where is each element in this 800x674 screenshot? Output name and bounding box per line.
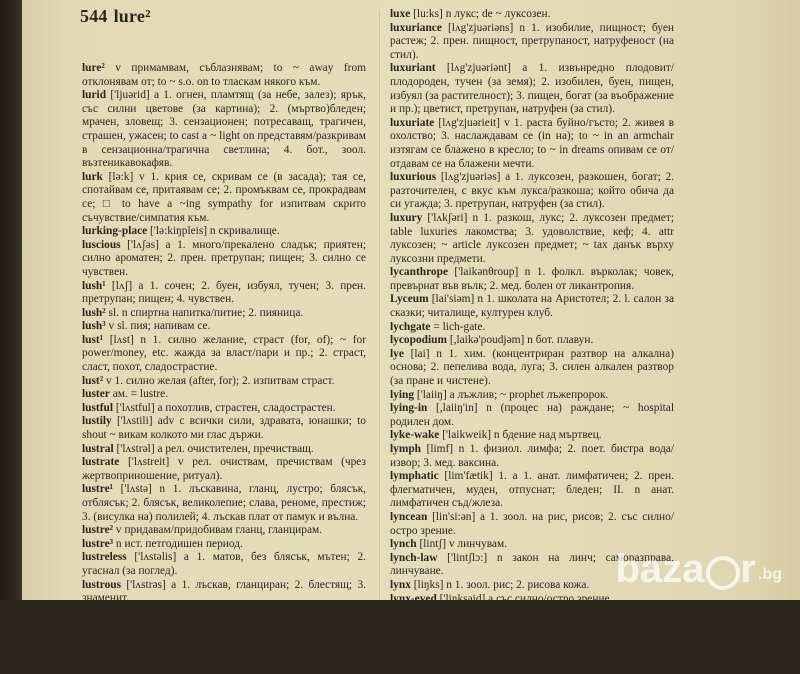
entry-headword: lustful: [82, 401, 114, 414]
dictionary-entry: [390, 620, 674, 634]
entry-definition: ['lu:səs (nə'tuəri:)] n лат. игра на природата, изрод.: [82, 646, 366, 673]
entry-definition: [lim'fætik] 1. a 1. анат. лимфатичен; 2. прен. флегматичен, муден, отпуснат; бледен; II. n анат. лимфатичен съд/жлеза.: [390, 470, 674, 510]
dictionary-entry: [390, 334, 674, 348]
entry-definition: [lʌg'zjuəriənt] a 1. извънредно плодовит/плодороден, тучен (за земя); 2. изобилен, буен, пищен, избуял (за растителност); 3. пищен, богат (за въображение и пр.); цветист, претрупан, натруфен (за стил).: [390, 62, 674, 116]
entry-headword: luxurious: [390, 171, 437, 184]
entry-headword: luxuriance: [390, 21, 442, 34]
dictionary-entry: [82, 320, 366, 334]
entry-headword: lurking-place: [82, 225, 148, 238]
dictionary-entry: [82, 551, 366, 578]
dictionary-entry: [82, 280, 366, 307]
dictionary-entry: [82, 606, 366, 647]
page-number: 544: [80, 6, 108, 26]
entry-headword: lush³: [82, 320, 106, 333]
entry-definition: [lʌg'zjuəriəns] n 1. изобилие, пищност; буен растеж; 2. прен. пищност, претрупаност, натруфеност (на стил).: [390, 21, 674, 61]
entry-headword: lychgate: [390, 320, 431, 333]
dictionary-entry: [390, 443, 674, 470]
dictionary-entry: [390, 321, 674, 335]
entry-headword: lye: [390, 347, 404, 360]
dictionary-entry: [390, 389, 674, 403]
entry-headword: lustre³: [82, 537, 114, 550]
dictionary-entry: [390, 511, 674, 538]
dictionary-entry: [82, 307, 366, 321]
entry-headword: lycanthrope: [390, 266, 449, 279]
entry-headword: lustre²: [82, 524, 114, 537]
entry-headword: lyncean: [390, 510, 428, 523]
entry-headword: Lyceum: [390, 293, 429, 306]
entry-headword: lynch: [390, 538, 417, 551]
entry-headword: lush²: [82, 306, 106, 319]
watermark-brand: baza: [615, 547, 705, 591]
entry-definition: v примамвам, съблазнявам; to ~ away from отклонявам от; to ~ s.o. on to тласкам някого към.: [82, 62, 366, 88]
dictionary-entry: [390, 402, 674, 429]
watermark-logo: [615, 547, 782, 592]
entry-definition: [,laikə'poudjəm] n бот. плавун.: [446, 334, 594, 347]
entry-headword: lynx-eyed: [390, 592, 437, 605]
entry-headword: lyre: [390, 633, 409, 646]
entry-definition: [liŋks] n 1. зоол. рис; 2. рисова кожа.: [410, 578, 590, 591]
dictionary-entry: [82, 239, 366, 280]
dictionary-entry: [390, 22, 674, 63]
dictionary-entry: [390, 348, 674, 389]
dictionary-entry: [82, 89, 366, 171]
dictionary-entry: [82, 375, 366, 389]
entry-definition: [lai'siəm] n 1. школата на Аристотел; 2. l. салон за сказки; читалище, културен клуб.: [390, 293, 674, 320]
entry-headword: luscious: [82, 238, 121, 251]
dictionary-entry: [82, 402, 366, 416]
entry-definition: ['lʌsti] a 1. як, силен, здрав, жизнен, жив; ~ fellow здравеняк, як мъж; 2. сърдечен, радостен; 3. буен, силен, обилен (за ядене и пр.).: [82, 605, 366, 645]
entry-definition: ['lʌstrəs] a 1. лъскав, гланциран; 2. блестящ; 3. знаменит.: [82, 578, 366, 605]
dictionary-entry: [82, 483, 366, 524]
entry-definition: ['lə:kiŋpleis] n скривалище.: [147, 225, 280, 238]
entry-headword: lynx: [390, 578, 411, 591]
entry-headword: lush¹: [82, 279, 106, 292]
column-divider: [379, 10, 380, 600]
entry-definition: ['lʌstrəl] a рел. очистителен, пречистващ.: [113, 442, 314, 455]
dictionary-entry: [82, 62, 366, 89]
dictionary-entry: [390, 8, 674, 22]
dictionary-entry: [390, 171, 674, 212]
entry-definition: ['lʌstful] a похотлив, страстен, сладострастен.: [113, 401, 336, 414]
watermark-brand-end: r: [740, 547, 756, 591]
dictionary-entry: [82, 456, 366, 483]
entry-definition: [lai] n 1. хим. (концентриран разтвор на алкална) основа; 2. пепелива вода, луга; 3. силен алкален разтвор (за пране и чистене).: [390, 347, 674, 388]
entry-definition: sl. n спиртна напитка/питие; 2. пияница.: [105, 306, 304, 319]
dictionary-entry: [82, 524, 366, 538]
entry-headword: lying: [390, 388, 415, 401]
entry-headword: lustre¹: [82, 483, 114, 496]
entry-headword: lure²: [82, 62, 105, 74]
entry-definition: [lintʃ] v линчувам.: [416, 538, 508, 551]
dictionary-entry: [82, 443, 366, 457]
page-header: [80, 6, 151, 27]
entry-definition: ['lintʃlɔ:] n закон на линч; саморазправа, линчуване.: [390, 551, 674, 578]
dictionary-entry: [390, 606, 674, 620]
entry-definition: ['lirik] 1. a 1. лиричен, лирически; 2. муз. лирични: [412, 646, 657, 659]
dictionary-entry: [390, 429, 674, 443]
entry-headword: luxe: [390, 8, 411, 20]
dictionary-entry: [390, 266, 674, 293]
dictionary-entry: [82, 388, 366, 402]
entry-headword: luster: [82, 388, 110, 401]
entry-headword: lymph: [390, 443, 422, 455]
entry-headword: lyric: [390, 646, 413, 659]
entry-definition: ['liŋksaid] a със силно/остро зрение.: [436, 592, 613, 605]
entry-definition: ['lʌstəlis] a 1. матов, без блясък, мътен; 2. угаснал (за поглед).: [82, 551, 366, 577]
dictionary-entry: [82, 647, 366, 674]
entry-headword: lyke-wake: [390, 429, 440, 442]
header-headword: lure²: [113, 6, 151, 26]
entry-headword: lustrate: [82, 456, 120, 469]
entry-definition: v sl. пия; напивам се.: [105, 320, 211, 333]
entry-headword: lusus (naturae): [82, 646, 156, 659]
entry-definition: ['lʌstili] adv с всички сили, здравата, юнашки; to shout ~ викам колкото ми глас държи.: [82, 415, 366, 442]
entry-definition: ['lʌstə] n 1. лъскавина, гланц, лустро; блясък, отблясък; 2. блясък, великолепие; слава, реноме, престиж; 3. (висулка на) полилей; 4. лъскав плат от памук и вълна.: [82, 483, 366, 523]
entry-definition: n ист. петгодишен период.: [113, 537, 243, 550]
dictionary-entry: [82, 225, 366, 239]
entry-headword: lustreless: [82, 551, 127, 564]
entry-definition: ['laiərə] n астр. Лира.: [413, 606, 517, 619]
entry-headword: lurk: [82, 170, 103, 183]
dictionary-entry: [82, 538, 366, 552]
entry-definition: ['laiə] n муз. лира.: [408, 633, 498, 646]
entry-headword: lynch-law: [390, 551, 438, 564]
entry-definition: ['laiiŋ] a лъжлив; ~ prophet лъжепророк.: [414, 388, 609, 401]
entry-headword: lustrous: [82, 578, 122, 591]
dictionary-entry: [390, 647, 674, 661]
entry-definition: ['lʌstreit] v рел. очиствам, пречиствам (чрез жертвоприношение, ритуал).: [82, 456, 366, 482]
entry-headword: lycopodium: [390, 334, 447, 347]
entry-definition: ['ljuərid] a 1. огнен, пламтящ (за небе, залез); ярък, със силни цветове (за картина); 2. (мъртво)бледен; мрачен, зловещ; 3. сензационен; потресаващ, трагичен, страшен, ужасен; to cast a ~ light on представям/разкривам в сензационна/трагична светлина; 4. бот., зоол. възтеникавокафяв.: [82, 89, 366, 170]
watermark-suffix: .bg: [758, 566, 782, 583]
dictionary-entry: [82, 415, 366, 442]
dictionary-entry: [390, 293, 674, 320]
dictionary-entry: [82, 171, 366, 225]
entry-headword: lusty: [82, 605, 106, 618]
dictionary-entry: [390, 117, 674, 171]
entry-headword: luxury: [390, 211, 423, 224]
entry-headword: lurid: [82, 89, 107, 102]
entry-headword: lyrate(d): [390, 619, 433, 632]
entry-definition: [lʌg'zjuərieit] v 1. раста буйно/гъсто; 2. живея в охолство; 3. наслаждавам се (in на); to ~ in an armchair изтягам се блажено в кресло; to ~ in dreams опивам се от/отдавам се на блажени мечти.: [390, 116, 674, 170]
entry-definition: [,laiiŋ'in] n (процес на) раждане; ~ hospital родилен дом.: [390, 402, 674, 428]
entry-definition: ['lʌkʃəri] n 1. разкош, лукс; 2. луксозен предмет; table luxuries лакомства; 3. удоволствие, кеф; 4. attr луксозен; ~ article луксозен предмет; ~ tax данък върху луксозни предмети.: [390, 211, 674, 265]
dictionary-entry: [82, 334, 366, 375]
entry-definition: [lu:ks] n лукс; de ~ луксозен.: [410, 8, 551, 20]
entry-headword: lustral: [82, 442, 114, 455]
dictionary-page: [22, 0, 800, 673]
entry-definition: [lʌst] n 1. силно желание, страст (for, of); ~ for power/money, etc. жажда за власт/пари и пр.; 2. страст, сласт, похот, сладострастие.: [82, 333, 366, 374]
book-spine-shadow: [0, 0, 22, 600]
dictionary-entry: [390, 62, 674, 116]
entry-definition: ['laikənθroup] n 1. фолкл. върколак; човек, превърнат във вълк; 2. мед. болен от ликантропия.: [390, 266, 674, 292]
entry-definition: [limf] n 1. физиол. лимфа; 2. поет. бистра вода/извор; 3. мед. ваксина.: [390, 443, 674, 469]
dictionary-entry: [82, 579, 366, 606]
entry-definition: ['laiəreit(id)] a 1. зоол., бот. с форма на лира.: [432, 619, 648, 632]
entry-definition: [lʌʃ] a 1. сочен; 2. буен, избуял, тучен; 3. прен. претрупан; пищен; 4. чувствен.: [82, 279, 366, 306]
entry-headword: lust¹: [82, 333, 104, 346]
entry-definition: [lʌg'zjuəriəs] a 1. луксозен, разкошен, богат; 2. разточителен, с вкус към лукса/разкоша; който обича да си угажда; 3. претрупан, натруфен (за стил).: [390, 171, 674, 211]
dictionary-entry: [390, 212, 674, 266]
entry-definition: v 1. силно желая (after, for); 2. изпитвам страст.: [103, 374, 335, 387]
entry-headword: luxuriate: [390, 116, 435, 129]
watermark-circle-icon: [706, 556, 740, 590]
entry-definition: = lich-gate.: [430, 320, 486, 333]
left-column: [82, 62, 366, 674]
entry-headword: lymphatic: [390, 470, 439, 483]
entry-headword: lying-in: [390, 402, 428, 415]
entry-definition: ['lʌʃəs] a 1. много/прекалено сладък; приятен; силно ароматен; 2. прен. претрупан; пищен; 3. силно се чувствен.: [82, 238, 366, 278]
dictionary-entry: [390, 633, 674, 647]
entry-headword: luxuriant: [390, 62, 436, 75]
dictionary-entry: [390, 470, 674, 511]
entry-definition: v придавам/придобивам гланц, гланцирам.: [113, 524, 323, 537]
entry-headword: lust²: [82, 374, 104, 387]
dictionary-entry: [390, 593, 674, 607]
entry-definition: ['laikweik] n бдение над мъртвец.: [439, 429, 602, 442]
entry-headword: lustily: [82, 415, 112, 428]
entry-definition: [lə:k] v 1. крия се, скривам се (в засада); тая се, спотайвам се, притаявам се; 2. промъквам се, прокрадвам се; □ to have a ~ing sympathy for изпитвам скрито съчувствие/симпатия към.: [82, 170, 366, 224]
entry-definition: [lin'si:ən] a 1. зоол. на рис, рисов; 2. със силно/остро зрение.: [390, 510, 674, 537]
entry-headword: Lyra: [390, 606, 414, 619]
entry-definition: ам. = lustre.: [109, 388, 169, 401]
